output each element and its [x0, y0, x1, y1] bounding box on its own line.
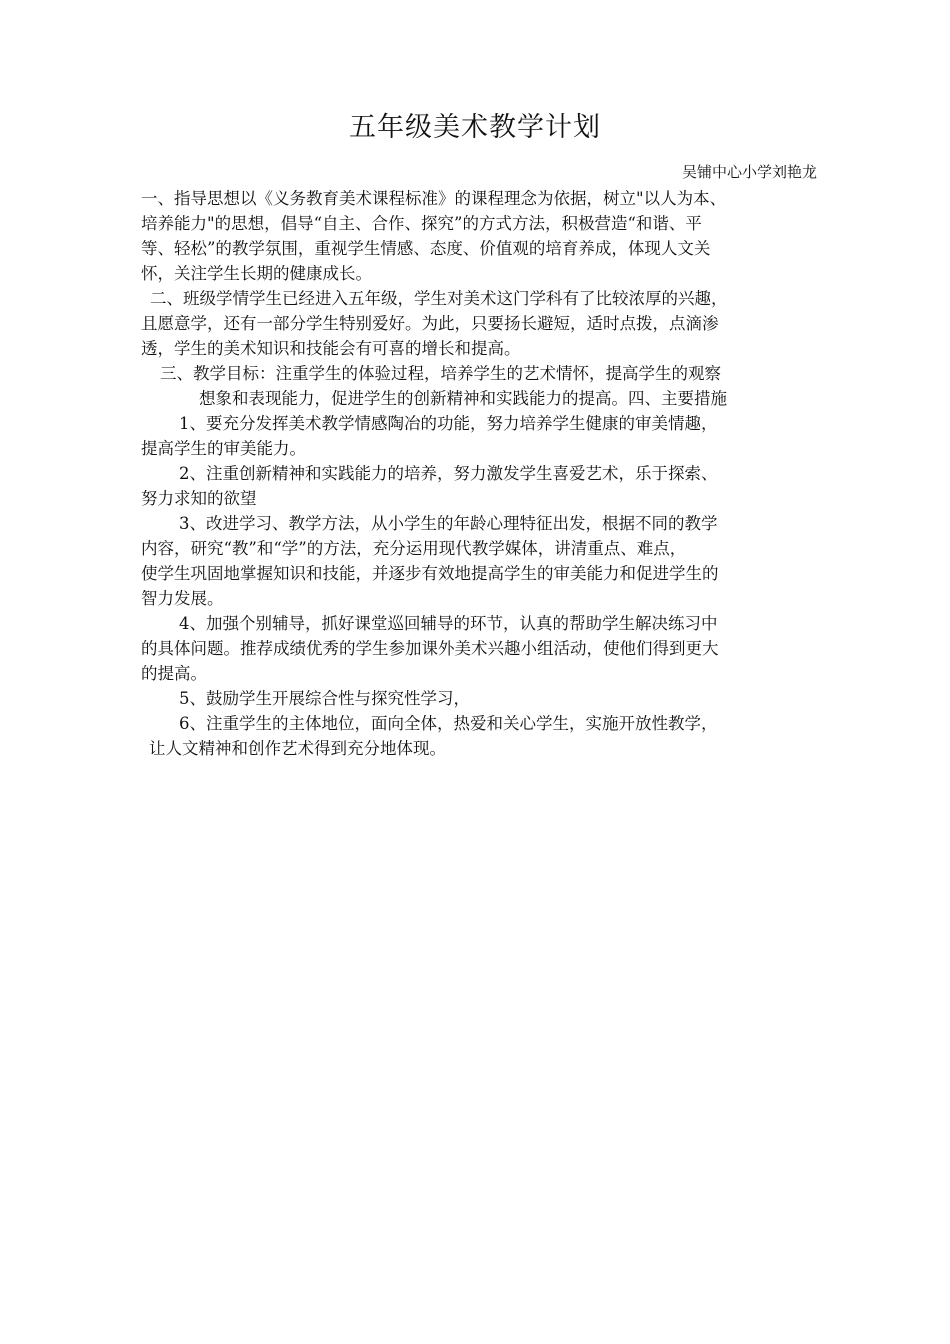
text-line: 智力发展。 [141, 589, 224, 608]
text-line: 的提高。 [141, 664, 207, 683]
text-line: 三、教学目标：注重学生的体验过程，培养学生的艺术情怀，提高学生的观察 [160, 364, 721, 383]
text-line: 3、改进学习、教学方法，从小学生的年龄心理特征出发，根据不同的教学 [179, 514, 718, 533]
document-title: 五年级美术教学计划 [349, 112, 601, 143]
text-line: 2、注重创新精神和实践能力的培养，努力激发学生喜爱艺术，乐于探索、 [179, 464, 718, 483]
text-line: 怀，关注学生长期的健康成长。 [141, 264, 372, 283]
text-line: 努力求知的欲望 [141, 489, 257, 508]
text-line: 6、注重学生的主体地位，面向全体，热爱和关心学生，实施开放性教学， [179, 714, 718, 733]
text-line: 培养能力"的思想，倡导“自主、合作、探究”的方式方法，积极营造“和谐、平 [141, 214, 702, 233]
text-line: 提高学生的审美能力。 [141, 439, 306, 458]
text-line: 一、指导思想以《义务教育美术课程标准》的课程理念为依据，树立"以人为本、 [141, 189, 727, 208]
text-line: 的具体问题。推荐成绩优秀的学生参加课外美术兴趣小组活动，使他们得到更大 [141, 639, 719, 658]
text-line: 使学生巩固地掌握知识和技能，并逐步有效地提高学生的审美能力和促进学生的 [141, 564, 719, 583]
text-line: 等、轻松”的教学氛围，重视学生情感、态度、价值观的培育养成，体现人文关 [141, 239, 711, 258]
text-line: 1、要充分发挥美术教学情感陶冶的功能，努力培养学生健康的审美情趣， [179, 414, 718, 433]
text-line: 内容，研究“教”和“学”的方法，充分运用现代教学媒体，讲清重点、难点， [141, 539, 687, 558]
text-line: 且愿意学，还有一部分学生特别爱好。为此，只要扬长避短，适时点拨，点滴渗 [141, 314, 719, 333]
document-author: 吴铺中心小学刘艳龙 [681, 163, 817, 181]
text-line: 5、鼓励学生开展综合性与探究性学习， [179, 689, 470, 708]
text-line: 透，学生的美术知识和技能会有可喜的增长和提高。 [141, 339, 521, 358]
text-line: 让人文精神和创作艺术得到充分地体现。 [149, 739, 446, 758]
text-line: 想象和表现能力，促进学生的创新精神和实践能力的提高。四、主要措施 [199, 389, 727, 408]
text-line: 4、加强个别辅导，抓好课堂巡回辅导的环节，认真的帮助学生解决练习中 [179, 614, 718, 633]
text-line: 二、班级学情学生已经进入五年级，学生对美术这门学科有了比较浓厚的兴趣， [150, 289, 728, 308]
